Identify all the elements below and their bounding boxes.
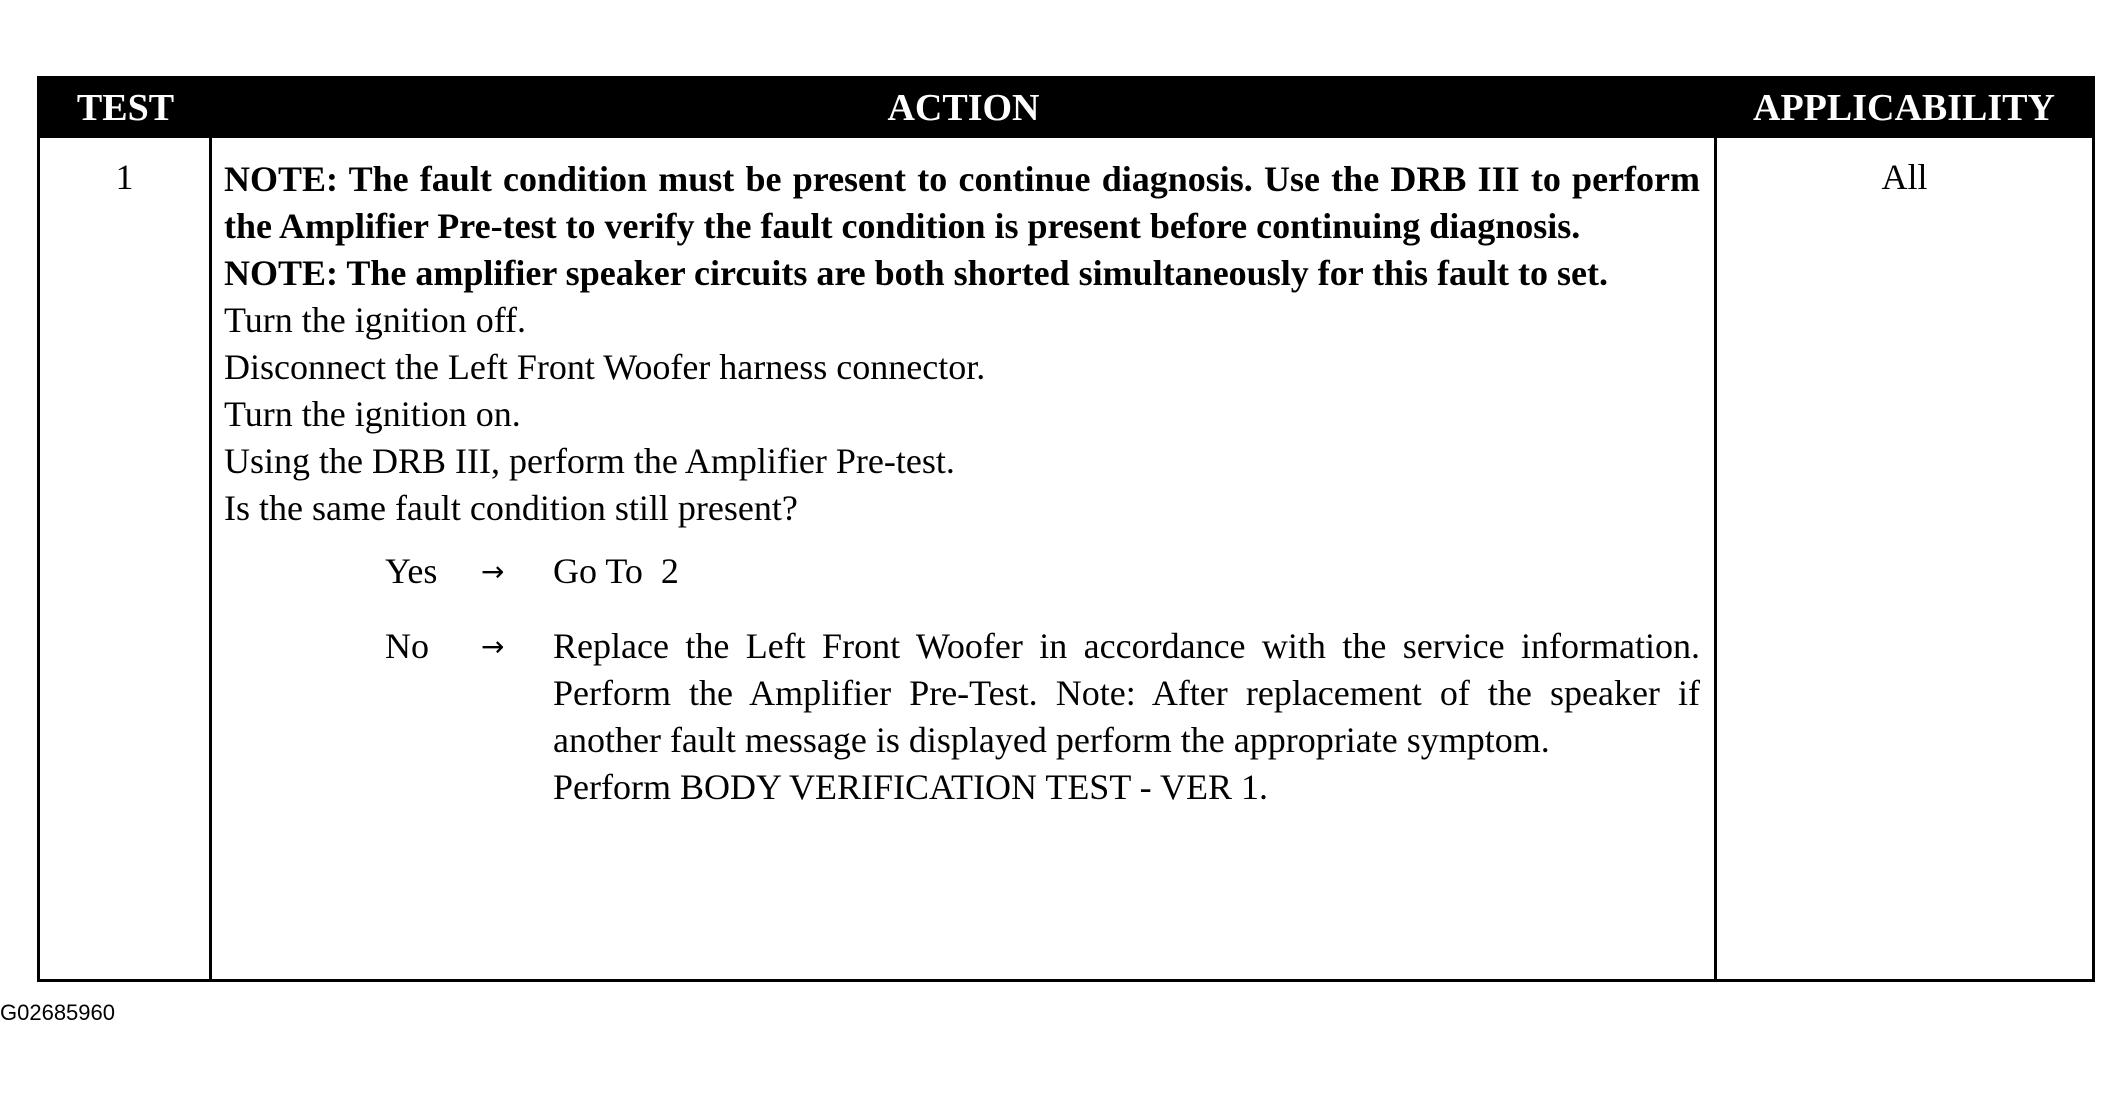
answer-yes-label: Yes (385, 551, 438, 591)
diagnostic-test-table (37, 76, 2095, 982)
step-disconnect-connector: Disconnect the Left Front Woofer harness connector. (224, 347, 986, 387)
column-divider (209, 138, 212, 979)
step-perform-pretest: Using the DRB III, perform the Amplifier Pre-test. (224, 441, 955, 481)
right-arrow-icon: → (481, 555, 505, 588)
step-ignition-off: Turn the ignition off. (224, 300, 527, 340)
answer-no (224, 623, 1700, 811)
action-cell (224, 156, 1700, 811)
header-action: ACTION (887, 87, 1040, 129)
applicability-value: All (1881, 157, 1928, 197)
answer-yes-goto: Go To 2 (553, 551, 679, 591)
header-applicability: APPLICABILITY (1753, 87, 2055, 129)
answer-no-instructions: Replace the Left Front Woofer in accordance with the service information. Perform the Amplifier Pre-Test. Note: After replacement of the speaker if another fault message is displayed perform the appropriate symptom. (553, 626, 1700, 760)
figure-id: G02685960 (0, 1000, 115, 1025)
note-circuits-shorted: NOTE: The amplifier speaker circuits are both shorted simultaneously for this fault to set. (224, 253, 1609, 293)
table-header-row (40, 79, 2092, 138)
step-ignition-on: Turn the ignition on. (224, 394, 521, 434)
step-question: Is the same fault condition still present? (224, 488, 798, 528)
answer-no-text (553, 623, 1700, 811)
column-divider (1714, 138, 1717, 979)
answer-no-label: No (385, 626, 429, 666)
answer-no-verification: Perform BODY VERIFICATION TEST - VER 1. (553, 767, 1269, 807)
answer-yes (224, 548, 1700, 595)
note-fault-present: NOTE: The fault condition must be present to continue diagnosis. Use the DRB III to perform the Amplifier Pre-test to verify the fault condition is present before continuing diagnosis. (224, 159, 1700, 246)
answers-block (224, 548, 1700, 811)
right-arrow-icon: → (481, 630, 505, 663)
test-number: 1 (115, 157, 134, 197)
header-test: TEST (76, 87, 175, 129)
